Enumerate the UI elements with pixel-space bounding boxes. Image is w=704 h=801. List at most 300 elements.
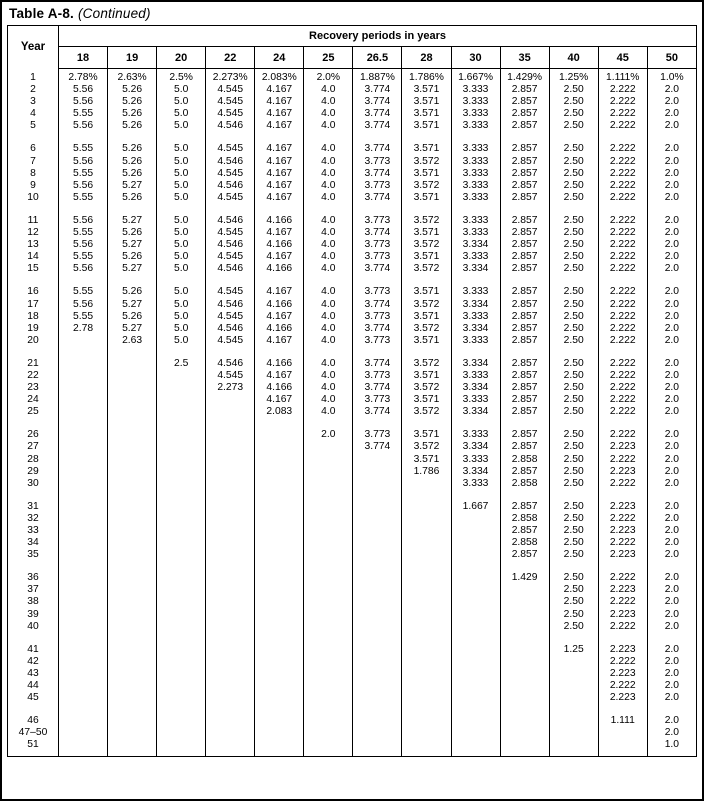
value-cell bbox=[59, 621, 108, 633]
value-cell: 2.0 bbox=[647, 120, 696, 132]
value-cell bbox=[157, 490, 206, 513]
value-cell bbox=[108, 347, 157, 370]
value-cell: 3.333 bbox=[451, 418, 500, 441]
value-cell: 2.63% bbox=[108, 69, 157, 85]
year-cell: 46 bbox=[8, 704, 59, 727]
value-cell bbox=[157, 668, 206, 680]
value-cell: 3.773 bbox=[353, 275, 402, 298]
value-cell: 2.857 bbox=[500, 180, 549, 192]
value-cell: 2.50 bbox=[549, 561, 598, 584]
value-cell bbox=[59, 406, 108, 418]
year-cell: 31 bbox=[8, 490, 59, 513]
value-cell bbox=[304, 656, 353, 668]
value-cell: 2.50 bbox=[549, 239, 598, 251]
value-cell: 4.545 bbox=[206, 275, 255, 298]
value-cell: 2.222 bbox=[598, 406, 647, 418]
table-row bbox=[8, 704, 697, 727]
value-cell bbox=[157, 621, 206, 633]
value-cell: 4.166 bbox=[255, 204, 304, 227]
value-cell bbox=[402, 633, 451, 656]
value-cell: 2.0 bbox=[647, 537, 696, 549]
value-cell bbox=[353, 454, 402, 466]
value-cell: 5.56 bbox=[59, 299, 108, 311]
value-cell: 4.0 bbox=[304, 96, 353, 108]
value-cell bbox=[206, 596, 255, 608]
value-cell: 4.0 bbox=[304, 156, 353, 168]
value-cell bbox=[108, 525, 157, 537]
value-cell: 2.222 bbox=[598, 275, 647, 298]
value-cell bbox=[206, 490, 255, 513]
table-row bbox=[8, 668, 697, 680]
value-cell: 4.167 bbox=[255, 96, 304, 108]
column-header: 30 bbox=[451, 47, 500, 69]
value-cell bbox=[451, 704, 500, 727]
value-cell: 3.333 bbox=[451, 156, 500, 168]
value-cell bbox=[108, 490, 157, 513]
value-cell: 2.222 bbox=[598, 478, 647, 490]
value-cell: 5.0 bbox=[157, 335, 206, 347]
value-cell: 2.50 bbox=[549, 156, 598, 168]
value-cell bbox=[255, 727, 304, 739]
table-row bbox=[8, 311, 697, 323]
value-cell bbox=[206, 692, 255, 704]
value-cell: 4.0 bbox=[304, 204, 353, 227]
year-column-header: Year bbox=[8, 26, 59, 69]
value-cell: 2.857 bbox=[500, 120, 549, 132]
value-cell: 2.222 bbox=[598, 335, 647, 347]
year-cell: 2 bbox=[8, 84, 59, 96]
value-cell bbox=[59, 656, 108, 668]
value-cell bbox=[108, 394, 157, 406]
value-cell: 2.857 bbox=[500, 382, 549, 394]
value-cell: 4.0 bbox=[304, 323, 353, 335]
value-cell bbox=[206, 466, 255, 478]
value-cell bbox=[59, 418, 108, 441]
value-cell bbox=[304, 596, 353, 608]
value-cell bbox=[206, 656, 255, 668]
year-cell: 33 bbox=[8, 525, 59, 537]
value-cell: 3.334 bbox=[451, 263, 500, 275]
value-cell: 4.167 bbox=[255, 370, 304, 382]
value-cell bbox=[59, 347, 108, 370]
value-cell bbox=[304, 621, 353, 633]
value-cell: 2.223 bbox=[598, 490, 647, 513]
value-cell: 4.545 bbox=[206, 108, 255, 120]
value-cell bbox=[255, 739, 304, 756]
value-cell: 2.0 bbox=[647, 621, 696, 633]
value-cell: 2.50 bbox=[549, 347, 598, 370]
year-cell: 11 bbox=[8, 204, 59, 227]
value-cell: 2.857 bbox=[500, 204, 549, 227]
table-row bbox=[8, 96, 697, 108]
year-cell: 16 bbox=[8, 275, 59, 298]
value-cell bbox=[108, 633, 157, 656]
value-cell bbox=[206, 680, 255, 692]
value-cell: 5.26 bbox=[108, 120, 157, 132]
value-cell: 3.774 bbox=[353, 132, 402, 155]
value-cell: 1.111% bbox=[598, 69, 647, 85]
value-cell bbox=[206, 668, 255, 680]
value-cell bbox=[255, 596, 304, 608]
value-cell bbox=[157, 633, 206, 656]
value-cell bbox=[500, 633, 549, 656]
column-header: 40 bbox=[549, 47, 598, 69]
value-cell bbox=[402, 584, 451, 596]
value-cell bbox=[255, 478, 304, 490]
value-cell: 2.222 bbox=[598, 84, 647, 96]
value-cell: 2.222 bbox=[598, 680, 647, 692]
value-cell: 2.223 bbox=[598, 692, 647, 704]
value-cell bbox=[59, 727, 108, 739]
year-cell: 47–50 bbox=[8, 727, 59, 739]
value-cell bbox=[500, 692, 549, 704]
value-cell: 4.546 bbox=[206, 156, 255, 168]
value-cell: 2.222 bbox=[598, 537, 647, 549]
value-cell: 2.222 bbox=[598, 394, 647, 406]
table-row bbox=[8, 596, 697, 608]
value-cell: 5.0 bbox=[157, 156, 206, 168]
table-row bbox=[8, 609, 697, 621]
value-cell: 2.222 bbox=[598, 323, 647, 335]
value-cell: 3.572 bbox=[402, 323, 451, 335]
value-cell bbox=[157, 418, 206, 441]
value-cell: 2.0 bbox=[647, 192, 696, 204]
value-cell: 2.0 bbox=[647, 406, 696, 418]
value-cell: 2.50 bbox=[549, 609, 598, 621]
value-cell: 4.545 bbox=[206, 132, 255, 155]
value-cell: 2.857 bbox=[500, 311, 549, 323]
table-row bbox=[8, 727, 697, 739]
value-cell: 2.223 bbox=[598, 668, 647, 680]
value-cell: 2.50 bbox=[549, 263, 598, 275]
value-cell: 2.50 bbox=[549, 132, 598, 155]
value-cell: 2.857 bbox=[500, 525, 549, 537]
value-cell: 2.857 bbox=[500, 323, 549, 335]
year-cell: 15 bbox=[8, 263, 59, 275]
year-cell: 1 bbox=[8, 69, 59, 85]
value-cell: 4.167 bbox=[255, 335, 304, 347]
value-cell: 2.0 bbox=[647, 633, 696, 656]
table-row bbox=[8, 454, 697, 466]
year-cell: 39 bbox=[8, 609, 59, 621]
value-cell bbox=[108, 596, 157, 608]
value-cell bbox=[206, 441, 255, 453]
value-cell: 3.333 bbox=[451, 108, 500, 120]
value-cell: 1.0% bbox=[647, 69, 696, 85]
value-cell: 1.0 bbox=[647, 739, 696, 756]
value-cell: 3.571 bbox=[402, 370, 451, 382]
value-cell: 2.0 bbox=[647, 204, 696, 227]
value-cell bbox=[59, 561, 108, 584]
value-cell bbox=[108, 454, 157, 466]
year-cell: 10 bbox=[8, 192, 59, 204]
year-cell: 32 bbox=[8, 513, 59, 525]
value-cell: 2.223 bbox=[598, 633, 647, 656]
value-cell: 1.25 bbox=[549, 633, 598, 656]
value-cell bbox=[402, 692, 451, 704]
value-cell: 2.222 bbox=[598, 251, 647, 263]
value-cell bbox=[59, 490, 108, 513]
table-row bbox=[8, 633, 697, 656]
value-cell: 2.858 bbox=[500, 513, 549, 525]
table-row bbox=[8, 549, 697, 561]
value-cell: 3.572 bbox=[402, 406, 451, 418]
value-cell: 4.0 bbox=[304, 406, 353, 418]
table-body bbox=[8, 69, 697, 757]
value-cell bbox=[255, 537, 304, 549]
value-cell bbox=[108, 739, 157, 756]
value-cell: 2.857 bbox=[500, 251, 549, 263]
value-cell: 2.0 bbox=[647, 108, 696, 120]
value-cell: 2.50 bbox=[549, 478, 598, 490]
column-header: 45 bbox=[598, 47, 647, 69]
value-cell bbox=[157, 584, 206, 596]
value-cell: 2.0 bbox=[647, 454, 696, 466]
value-cell: 3.571 bbox=[402, 418, 451, 441]
value-cell: 5.27 bbox=[108, 263, 157, 275]
value-cell bbox=[157, 406, 206, 418]
value-cell: 2.63 bbox=[108, 335, 157, 347]
value-cell bbox=[402, 596, 451, 608]
value-cell: 2.222 bbox=[598, 596, 647, 608]
value-cell: 2.50 bbox=[549, 525, 598, 537]
value-cell: 2.50 bbox=[549, 84, 598, 96]
year-cell: 12 bbox=[8, 227, 59, 239]
value-cell bbox=[451, 668, 500, 680]
value-cell bbox=[255, 656, 304, 668]
column-header: 20 bbox=[157, 47, 206, 69]
value-cell bbox=[206, 621, 255, 633]
value-cell: 2.0 bbox=[647, 394, 696, 406]
value-cell: 5.56 bbox=[59, 156, 108, 168]
value-cell: 5.27 bbox=[108, 204, 157, 227]
value-cell bbox=[59, 609, 108, 621]
value-cell: 3.333 bbox=[451, 370, 500, 382]
table-row bbox=[8, 263, 697, 275]
value-cell: 5.0 bbox=[157, 239, 206, 251]
value-cell bbox=[108, 549, 157, 561]
value-cell: 4.0 bbox=[304, 108, 353, 120]
table-row bbox=[8, 347, 697, 370]
value-cell: 2.222 bbox=[598, 621, 647, 633]
value-cell: 2.0 bbox=[647, 692, 696, 704]
value-cell bbox=[59, 335, 108, 347]
value-cell: 2.273% bbox=[206, 69, 255, 85]
value-cell: 2.0 bbox=[647, 323, 696, 335]
value-cell bbox=[500, 668, 549, 680]
value-cell: 2.083% bbox=[255, 69, 304, 85]
value-cell bbox=[59, 537, 108, 549]
value-cell: 2.0 bbox=[647, 680, 696, 692]
value-cell: 3.333 bbox=[451, 275, 500, 298]
value-cell: 3.334 bbox=[451, 323, 500, 335]
value-cell: 2.0 bbox=[647, 132, 696, 155]
value-cell bbox=[402, 621, 451, 633]
value-cell bbox=[402, 490, 451, 513]
value-cell: 5.0 bbox=[157, 108, 206, 120]
value-cell: 1.429 bbox=[500, 561, 549, 584]
value-cell: 2.273 bbox=[206, 382, 255, 394]
value-cell bbox=[206, 478, 255, 490]
value-cell: 3.774 bbox=[353, 382, 402, 394]
value-cell bbox=[500, 680, 549, 692]
value-cell bbox=[206, 704, 255, 727]
table-title-continued: (Continued) bbox=[77, 6, 151, 21]
value-cell: 2.50 bbox=[549, 192, 598, 204]
table-row bbox=[8, 168, 697, 180]
value-cell bbox=[549, 727, 598, 739]
value-cell bbox=[108, 513, 157, 525]
value-cell: 2.857 bbox=[500, 335, 549, 347]
value-cell: 3.571 bbox=[402, 227, 451, 239]
year-cell: 51 bbox=[8, 739, 59, 756]
value-cell: 2.50 bbox=[549, 275, 598, 298]
year-cell: 35 bbox=[8, 549, 59, 561]
value-cell bbox=[59, 466, 108, 478]
column-header: 22 bbox=[206, 47, 255, 69]
value-cell: 3.333 bbox=[451, 251, 500, 263]
value-cell bbox=[59, 596, 108, 608]
value-cell: 2.222 bbox=[598, 204, 647, 227]
value-cell: 2.222 bbox=[598, 156, 647, 168]
value-cell bbox=[255, 584, 304, 596]
value-cell bbox=[108, 727, 157, 739]
value-cell: 2.857 bbox=[500, 466, 549, 478]
value-cell bbox=[59, 680, 108, 692]
value-cell: 5.26 bbox=[108, 311, 157, 323]
value-cell: 3.334 bbox=[451, 299, 500, 311]
value-cell: 5.0 bbox=[157, 132, 206, 155]
year-cell: 45 bbox=[8, 692, 59, 704]
value-cell: 2.857 bbox=[500, 132, 549, 155]
year-cell: 41 bbox=[8, 633, 59, 656]
value-cell: 2.222 bbox=[598, 347, 647, 370]
value-cell: 3.774 bbox=[353, 406, 402, 418]
table-row bbox=[8, 275, 697, 298]
value-cell bbox=[402, 525, 451, 537]
value-cell: 3.571 bbox=[402, 192, 451, 204]
value-cell: 2.858 bbox=[500, 454, 549, 466]
value-cell: 4.545 bbox=[206, 227, 255, 239]
year-cell: 9 bbox=[8, 180, 59, 192]
value-cell: 3.572 bbox=[402, 180, 451, 192]
value-cell: 3.572 bbox=[402, 347, 451, 370]
value-cell bbox=[206, 525, 255, 537]
table-row bbox=[8, 513, 697, 525]
value-cell: 4.0 bbox=[304, 180, 353, 192]
value-cell: 2.222 bbox=[598, 120, 647, 132]
value-cell bbox=[157, 739, 206, 756]
value-cell bbox=[206, 513, 255, 525]
value-cell: 2.50 bbox=[549, 584, 598, 596]
value-cell bbox=[157, 394, 206, 406]
value-cell bbox=[59, 704, 108, 727]
value-cell: 2.0 bbox=[647, 275, 696, 298]
value-cell bbox=[500, 656, 549, 668]
recovery-periods-header: Recovery periods in years bbox=[59, 26, 697, 47]
value-cell: 3.333 bbox=[451, 192, 500, 204]
value-cell: 2.223 bbox=[598, 584, 647, 596]
value-cell: 2.50 bbox=[549, 370, 598, 382]
value-cell bbox=[451, 692, 500, 704]
year-cell: 28 bbox=[8, 454, 59, 466]
value-cell bbox=[206, 584, 255, 596]
value-cell bbox=[304, 525, 353, 537]
value-cell bbox=[255, 490, 304, 513]
value-cell: 3.774 bbox=[353, 108, 402, 120]
value-cell: 2.0 bbox=[647, 418, 696, 441]
year-cell: 30 bbox=[8, 478, 59, 490]
value-cell: 5.55 bbox=[59, 108, 108, 120]
year-cell: 3 bbox=[8, 96, 59, 108]
value-cell: 3.773 bbox=[353, 370, 402, 382]
value-cell: 3.773 bbox=[353, 394, 402, 406]
year-cell: 22 bbox=[8, 370, 59, 382]
table-title bbox=[2, 2, 702, 25]
value-cell bbox=[353, 478, 402, 490]
value-cell: 2.857 bbox=[500, 490, 549, 513]
value-cell: 4.167 bbox=[255, 311, 304, 323]
value-cell bbox=[157, 549, 206, 561]
value-cell bbox=[402, 668, 451, 680]
value-cell: 4.0 bbox=[304, 168, 353, 180]
value-cell: 2.222 bbox=[598, 108, 647, 120]
value-cell: 4.167 bbox=[255, 168, 304, 180]
value-cell: 2.223 bbox=[598, 525, 647, 537]
value-cell: 4.0 bbox=[304, 347, 353, 370]
value-cell: 3.333 bbox=[451, 478, 500, 490]
value-cell: 2.0 bbox=[647, 96, 696, 108]
value-cell bbox=[451, 727, 500, 739]
value-cell: 2.0 bbox=[647, 311, 696, 323]
value-cell: 2.50 bbox=[549, 299, 598, 311]
column-header: 19 bbox=[108, 47, 157, 69]
value-cell bbox=[206, 418, 255, 441]
table-row bbox=[8, 251, 697, 263]
value-cell: 4.167 bbox=[255, 120, 304, 132]
value-cell: 3.572 bbox=[402, 204, 451, 227]
value-cell bbox=[108, 584, 157, 596]
year-cell: 29 bbox=[8, 466, 59, 478]
value-cell bbox=[157, 466, 206, 478]
value-cell: 4.545 bbox=[206, 96, 255, 108]
value-cell: 5.0 bbox=[157, 227, 206, 239]
value-cell bbox=[108, 382, 157, 394]
value-cell: 3.571 bbox=[402, 251, 451, 263]
value-cell bbox=[108, 704, 157, 727]
value-cell bbox=[255, 549, 304, 561]
value-cell: 3.333 bbox=[451, 120, 500, 132]
table-row bbox=[8, 108, 697, 120]
value-cell: 1.667% bbox=[451, 69, 500, 85]
value-cell: 2.5 bbox=[157, 347, 206, 370]
value-cell: 3.571 bbox=[402, 454, 451, 466]
value-cell: 2.50 bbox=[549, 204, 598, 227]
value-cell: 5.0 bbox=[157, 323, 206, 335]
value-cell bbox=[255, 525, 304, 537]
value-cell: 2.78% bbox=[59, 69, 108, 85]
value-cell: 2.222 bbox=[598, 513, 647, 525]
table-row bbox=[8, 204, 697, 227]
value-cell: 5.55 bbox=[59, 275, 108, 298]
value-cell: 5.26 bbox=[108, 168, 157, 180]
table-title-label: Table A-8. bbox=[9, 6, 75, 21]
value-cell bbox=[206, 406, 255, 418]
value-cell: 2.858 bbox=[500, 478, 549, 490]
value-cell: 2.50 bbox=[549, 323, 598, 335]
value-cell: 5.56 bbox=[59, 84, 108, 96]
table-row bbox=[8, 537, 697, 549]
